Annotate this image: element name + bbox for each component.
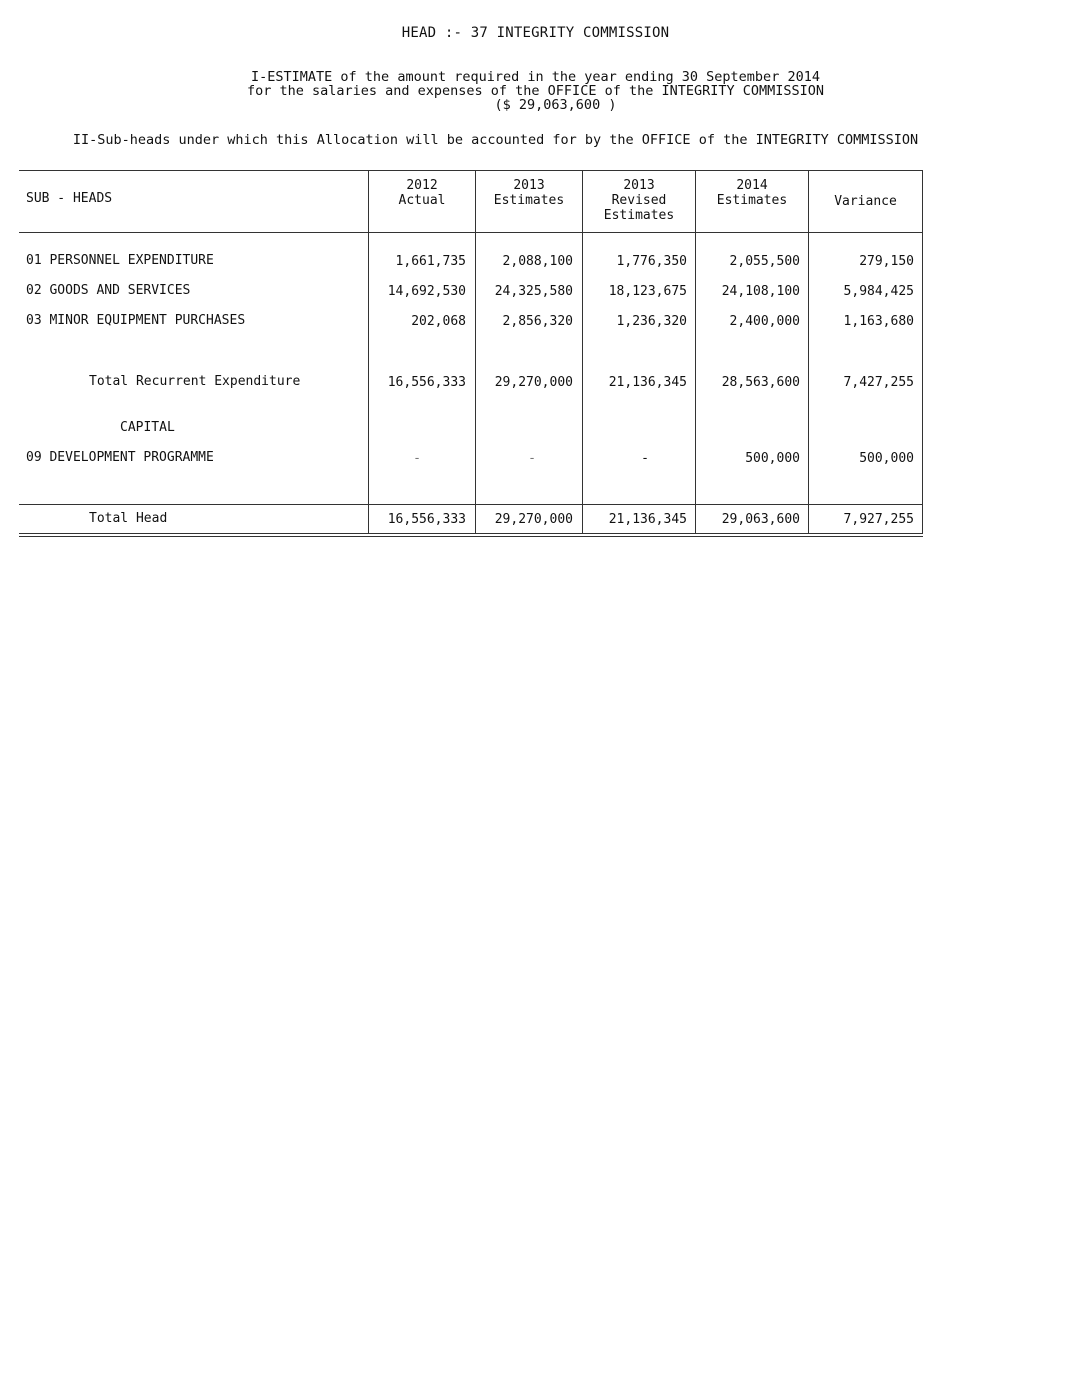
cell-variance: 500,000: [859, 451, 914, 466]
cell-2014-estimates: 2,400,000: [729, 314, 800, 329]
head-title: HEAD :- 37 INTEGRITY COMMISSION: [401, 25, 670, 41]
estimate-line-1: I-ESTIMATE of the amount required in the year ending 30 September 2014: [251, 69, 820, 85]
cell-2012-actual: 16,556,333: [387, 512, 466, 527]
header-variance: Variance: [834, 194, 897, 209]
header-year: 2013: [513, 178, 545, 193]
estimate-line-2: for the salaries and expenses of the OFFICE of the INTEGRITY COMMISSION: [246, 83, 825, 99]
header-type: Estimates: [716, 193, 788, 208]
column-divider: [695, 170, 696, 534]
header-2012-actual: [369, 178, 475, 208]
table-bottom-rule: [19, 533, 923, 534]
cell-2012-actual: -: [413, 451, 421, 466]
header-year: 2013: [623, 178, 655, 193]
cell-2013-estimates: 2,856,320: [502, 314, 573, 329]
header-bottom-rule: [19, 232, 923, 233]
header-2013-revised-estimates: [583, 178, 695, 223]
row-label-minor-equipment: 03 MINOR EQUIPMENT PURCHASES: [26, 313, 246, 328]
cell-2014-estimates: 24,108,100: [721, 284, 800, 299]
total-head-label: Total Head: [89, 511, 168, 526]
cell-2012-actual: 16,556,333: [387, 375, 466, 390]
estimates-table: [19, 170, 923, 538]
table-bottom-double-rule: [19, 536, 923, 537]
header-2014-estimates: [696, 178, 808, 208]
cell-variance: 5,984,425: [843, 284, 914, 299]
cell-variance: 279,150: [859, 254, 914, 269]
row-label-personnel: 01 PERSONNEL EXPENDITURE: [26, 253, 214, 268]
table-right-border: [922, 170, 923, 534]
header-type: Estimates: [603, 208, 675, 223]
estimate-amount: ($ 29,063,600 ): [494, 97, 617, 113]
cell-variance: 7,427,255: [843, 375, 914, 390]
header-type: Actual: [398, 193, 446, 208]
cell-variance: 7,927,255: [843, 512, 914, 527]
cell-2013-revised: -: [641, 451, 649, 466]
cell-2013-revised: 21,136,345: [608, 512, 687, 527]
cell-2013-estimates: 24,325,580: [494, 284, 573, 299]
row-label-goods-services: 02 GOODS AND SERVICES: [26, 283, 191, 298]
header-type: Estimates: [493, 193, 565, 208]
table-top-rule: [19, 170, 923, 171]
column-divider: [582, 170, 583, 534]
cell-2014-estimates: 28,563,600: [721, 375, 800, 390]
cell-2013-estimates: 29,270,000: [494, 375, 573, 390]
cell-2014-estimates: 500,000: [745, 451, 800, 466]
cell-2014-estimates: 2,055,500: [729, 254, 800, 269]
column-divider: [808, 170, 809, 534]
column-divider: [475, 170, 476, 534]
cell-2013-revised: 21,136,345: [608, 375, 687, 390]
column-divider: [368, 170, 369, 534]
subheads-caption: II-Sub-heads under which this Allocation will be accounted for by the OFFICE of the INTEGRITY COMMISSION: [72, 132, 919, 148]
cell-2013-estimates: -: [528, 451, 536, 466]
estimate-block: [0, 70, 1071, 112]
header-type: Revised: [611, 193, 667, 208]
cell-2013-revised: 18,123,675: [608, 284, 687, 299]
cell-2013-revised: 1,236,320: [616, 314, 687, 329]
cell-2013-estimates: 2,088,100: [502, 254, 573, 269]
header-year: 2012: [406, 178, 438, 193]
cell-2012-actual: 14,692,530: [387, 284, 466, 299]
cell-2014-estimates: 29,063,600: [721, 512, 800, 527]
header-subheads: SUB - HEADS: [26, 191, 113, 206]
cell-2013-estimates: 29,270,000: [494, 512, 573, 527]
capital-heading: CAPITAL: [120, 420, 175, 435]
cell-2012-actual: 202,068: [411, 314, 466, 329]
cell-variance: 1,163,680: [843, 314, 914, 329]
cell-2013-revised: 1,776,350: [616, 254, 687, 269]
header-2013-estimates: [476, 178, 582, 208]
cell-2012-actual: 1,661,735: [395, 254, 466, 269]
row-label-development-programme: 09 DEVELOPMENT PROGRAMME: [26, 450, 214, 465]
header-year: 2014: [736, 178, 768, 193]
total-recurrent-label: Total Recurrent Expenditure: [89, 374, 301, 389]
total-head-top-rule: [19, 504, 923, 505]
